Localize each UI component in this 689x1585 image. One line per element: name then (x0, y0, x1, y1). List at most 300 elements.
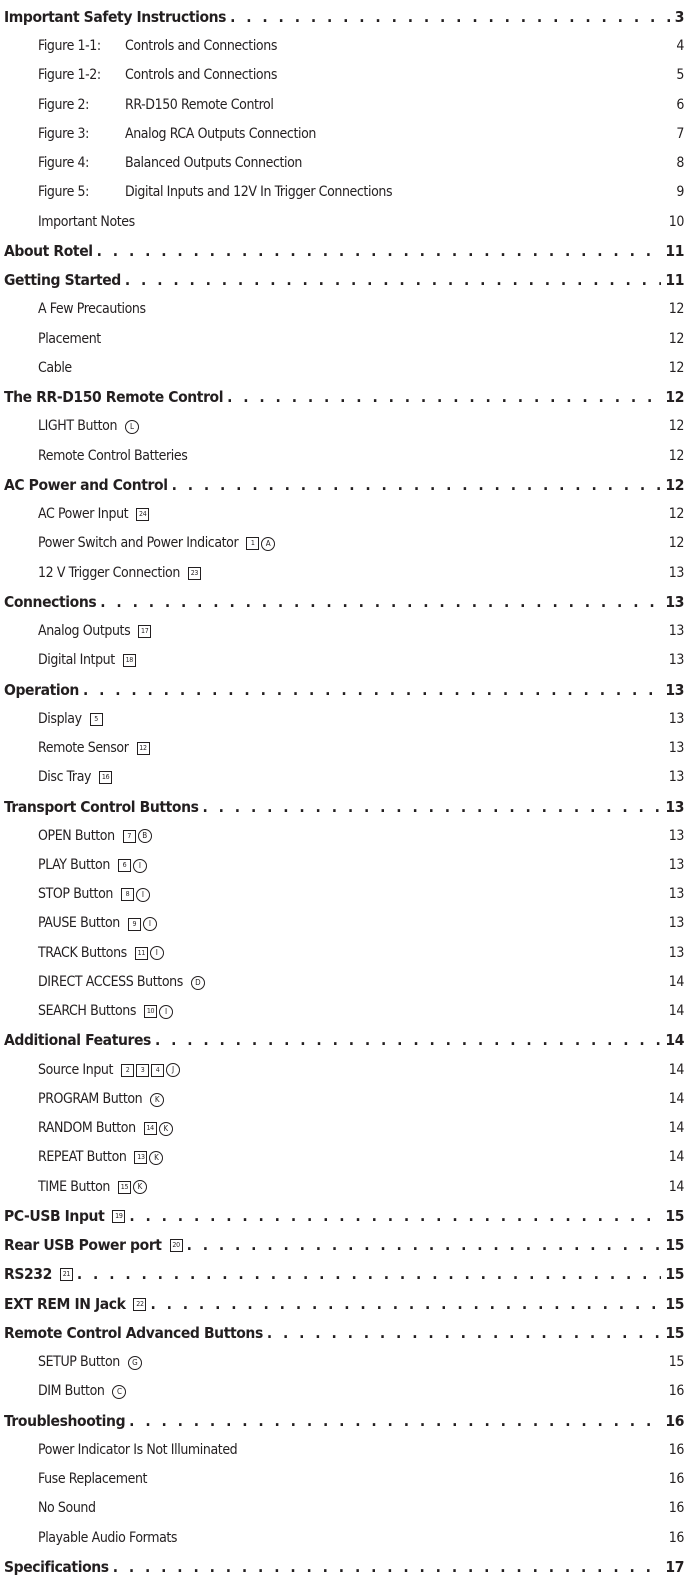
toc-entry-label (0, 1553, 109, 1582)
toc-subsection-entry[interactable] (0, 412, 689, 441)
toc-subsection-entry[interactable] (0, 1348, 689, 1377)
callout-markers (112, 1385, 126, 1399)
toc-subsection-entry[interactable] (0, 1056, 689, 1085)
boxed-number-callout: 23 (188, 567, 201, 580)
toc-section-entry[interactable] (0, 237, 689, 266)
toc-subsection-entry[interactable] (0, 325, 689, 354)
toc-entry-title: Analog Outputs (38, 623, 131, 640)
toc-entry-label (0, 851, 147, 880)
toc-entry-title: Operation (4, 680, 79, 699)
toc-entry-label (0, 471, 168, 500)
dot-leader (83, 676, 661, 705)
toc-entry-title: Power Indicator Is Not Illuminated (38, 1441, 238, 1458)
page-number: 12 (668, 359, 684, 376)
boxed-number-callout: 21 (60, 1268, 73, 1281)
toc-subsection-entry[interactable] (0, 354, 689, 383)
toc-entry-label (0, 32, 277, 61)
toc-section-entry[interactable] (0, 1202, 689, 1231)
circled-letter-callout: C (112, 1385, 126, 1399)
circled-letter-callout: K (149, 1151, 163, 1165)
callout-markers (118, 1180, 147, 1194)
toc-entry-title: Fuse Replacement (38, 1471, 148, 1488)
page-number: 16 (668, 1441, 684, 1458)
toc-entry-label (0, 1173, 147, 1202)
callout-markers (144, 1005, 173, 1019)
boxed-number-callout: 7 (123, 830, 136, 843)
toc-subsection-entry[interactable] (0, 1377, 689, 1406)
toc-entry-label (0, 1494, 96, 1523)
callout-markers (90, 713, 103, 726)
toc-subsection-entry[interactable] (0, 61, 689, 90)
callout-markers (170, 1239, 183, 1252)
dot-leader (129, 1407, 661, 1436)
toc-subsection-entry[interactable] (0, 646, 689, 675)
toc-section-entry[interactable] (0, 1026, 689, 1055)
toc-subsection-entry[interactable] (0, 880, 689, 909)
boxed-number-callout: 15 (118, 1181, 131, 1194)
page-number: 13 (668, 856, 684, 873)
page-number: 12 (665, 388, 684, 407)
page-number: 17 (665, 1557, 684, 1576)
toc-subsection-entry[interactable] (0, 120, 689, 149)
toc-entry-title: LIGHT Button (38, 418, 118, 435)
boxed-number-callout: 18 (123, 654, 136, 667)
toc-entry-title: Troubleshooting (4, 1411, 126, 1430)
toc-subsection-entry[interactable] (0, 295, 689, 324)
toc-entry-title: Digital Intput (38, 652, 115, 669)
boxed-number-callout: 17 (138, 625, 151, 638)
toc-entry-title: PROGRAM Button (38, 1090, 143, 1107)
callout-markers (246, 537, 275, 551)
boxed-number-callout: 22 (133, 1298, 146, 1311)
page-number: 5 (676, 67, 684, 84)
page-number: 13 (668, 652, 684, 669)
boxed-number-callout: 8 (121, 888, 134, 901)
toc-subsection-entry[interactable] (0, 1085, 689, 1114)
toc-entry-title: Placement (38, 330, 101, 347)
boxed-number-callout: 19 (112, 1210, 125, 1223)
toc-section-entry[interactable] (0, 1319, 689, 1348)
callout-markers (99, 771, 112, 784)
toc-entry-label (0, 1056, 180, 1085)
circled-letter-callout: I (150, 946, 164, 960)
toc-entry-label (0, 1202, 125, 1231)
toc-entry-label (0, 325, 101, 354)
callout-markers (150, 1093, 164, 1107)
toc-subsection-entry[interactable] (0, 559, 689, 588)
toc-entry-title: Controls and Connections (125, 67, 277, 84)
callout-markers (128, 1356, 142, 1370)
toc-entry-label (0, 822, 152, 851)
page-number: 13 (668, 740, 684, 757)
toc-subsection-entry[interactable] (0, 500, 689, 529)
figure-number: Figure 1-1: (38, 38, 101, 55)
page-number: 15 (665, 1265, 684, 1284)
toc-entry-label (0, 442, 187, 471)
toc-entry-title: REPEAT Button (38, 1149, 127, 1166)
toc-entry-label (0, 1260, 73, 1289)
page-number: 16 (668, 1500, 684, 1517)
toc-entry-title: 12 V Trigger Connection (38, 564, 180, 581)
toc-entry-title: PAUSE Button (38, 915, 120, 932)
toc-subsection-entry[interactable] (0, 705, 689, 734)
toc-entry-label (0, 1348, 142, 1377)
toc-entry-title: SEARCH Buttons (38, 1003, 137, 1020)
toc-entry-title: RANDOM Button (38, 1120, 136, 1137)
callout-markers (133, 1298, 146, 1311)
figure-number: Figure 3: (38, 125, 89, 142)
toc-subsection-entry[interactable] (0, 851, 689, 880)
figure-number: Figure 1-2: (38, 67, 101, 84)
page-number: 14 (668, 1120, 684, 1137)
circled-letter-callout: K (133, 1180, 147, 1194)
toc-section-entry[interactable] (0, 1290, 689, 1319)
page-number: 15 (665, 1294, 684, 1313)
callout-markers (121, 1063, 180, 1077)
boxed-number-callout: 20 (170, 1239, 183, 1252)
toc-entry-label (0, 354, 72, 383)
toc-subsection-entry[interactable] (0, 909, 689, 938)
toc-entry-title: Specifications (4, 1557, 109, 1576)
toc-entry-label (0, 383, 223, 412)
toc-entry-title: PLAY Button (38, 856, 110, 873)
toc-entry-title: RS232 (4, 1265, 52, 1284)
toc-entry-title: STOP Button (38, 886, 113, 903)
dot-leader (97, 237, 662, 266)
toc-entry-label (0, 705, 103, 734)
boxed-number-callout: 6 (118, 859, 131, 872)
toc-entry-label (0, 997, 173, 1026)
toc-subsection-entry[interactable] (0, 149, 689, 178)
callout-markers (118, 859, 147, 873)
toc-entry-title: Remote Control Batteries (38, 447, 188, 464)
toc-entry-label (0, 793, 199, 822)
toc-entry-label (0, 559, 201, 588)
boxed-number-callout: 3 (136, 1064, 149, 1077)
toc-entry-label (0, 646, 136, 675)
toc-entry-label (0, 909, 157, 938)
toc-entry-label (0, 61, 277, 90)
page-number: 7 (676, 125, 684, 142)
page-number: 13 (668, 564, 684, 581)
page-number: 8 (676, 155, 684, 172)
toc-subsection-entry[interactable] (0, 208, 689, 237)
toc-subsection-entry[interactable] (0, 91, 689, 120)
toc-entry-title: Analog RCA Outputs Connection (125, 125, 316, 142)
toc-entry-title: Remote Control Advanced Buttons (4, 1323, 263, 1342)
toc-entry-title: About Rotel (4, 241, 93, 260)
boxed-number-callout: 9 (128, 918, 141, 931)
toc-section-entry[interactable] (0, 1231, 689, 1260)
boxed-number-callout: 14 (144, 1122, 157, 1135)
dot-leader (77, 1260, 661, 1289)
circled-letter-callout: B (138, 829, 152, 843)
toc-subsection-entry[interactable] (0, 1114, 689, 1143)
toc-entry-label (0, 1407, 125, 1436)
page-number: 10 (668, 213, 684, 230)
page-number: 14 (668, 1061, 684, 1078)
toc-entry-label (0, 500, 149, 529)
boxed-number-callout: 13 (134, 1151, 147, 1164)
page-number: 14 (668, 1090, 684, 1107)
toc-section-entry[interactable] (0, 266, 689, 295)
page-number: 12 (665, 475, 684, 494)
page-number: 13 (668, 915, 684, 932)
circled-letter-callout: I (136, 888, 150, 902)
figure-number: Figure 5: (38, 184, 89, 201)
toc-entry-label (0, 1290, 146, 1319)
page-number: 13 (668, 623, 684, 640)
dot-leader (187, 1231, 662, 1260)
toc-entry-title: Transport Control Buttons (4, 797, 199, 816)
toc-entry-label (0, 880, 150, 909)
toc-entry-label (0, 120, 316, 149)
circled-letter-callout: J (166, 1063, 180, 1077)
toc-entry-title: SETUP Button (38, 1354, 120, 1371)
toc-entry-label (0, 968, 205, 997)
callout-markers (60, 1268, 73, 1281)
page-number: 12 (668, 506, 684, 523)
toc-entry-label (0, 1085, 164, 1114)
toc-entry-label (0, 266, 121, 295)
circled-letter-callout: I (143, 917, 157, 931)
page-number: 11 (665, 241, 684, 260)
callout-markers (134, 1151, 163, 1165)
page-number: 14 (668, 1003, 684, 1020)
boxed-number-callout: 12 (137, 742, 150, 755)
toc-subsection-entry[interactable] (0, 32, 689, 61)
toc-entry-title: Getting Started (4, 271, 121, 290)
toc-entry-title: AC Power Input (38, 506, 129, 523)
toc-entry-title: AC Power and Control (4, 475, 168, 494)
toc-entry-label (0, 178, 392, 207)
toc-entry-label (0, 91, 273, 120)
toc-entry-label (0, 676, 79, 705)
circled-letter-callout: A (261, 537, 275, 551)
callout-markers (135, 946, 164, 960)
callout-markers (123, 829, 152, 843)
toc-entry-title: Source Input (38, 1061, 114, 1078)
boxed-number-callout: 5 (90, 713, 103, 726)
toc-entry-title: EXT REM IN Jack (4, 1294, 126, 1313)
toc-entry-label (0, 1319, 263, 1348)
toc-section-entry[interactable] (0, 588, 689, 617)
toc-section-entry[interactable] (0, 676, 689, 705)
toc-entry-title: RR-D150 Remote Control (125, 96, 274, 113)
toc-entry-label (0, 763, 112, 792)
toc-subsection-entry[interactable] (0, 442, 689, 471)
toc-entry-title: Remote Sensor (38, 740, 129, 757)
dot-leader (203, 793, 662, 822)
circled-letter-callout: K (150, 1093, 164, 1107)
page-number: 14 (668, 1178, 684, 1195)
toc-subsection-entry[interactable] (0, 1436, 689, 1465)
page-number: 14 (668, 1149, 684, 1166)
boxed-number-callout: 10 (144, 1005, 157, 1018)
toc-entry-title: The RR-D150 Remote Control (4, 388, 224, 407)
callout-markers (128, 917, 157, 931)
toc-entry-title: Display (38, 710, 82, 727)
page-number: 13 (665, 680, 684, 699)
toc-subsection-entry[interactable] (0, 763, 689, 792)
toc-entry-title: PC-USB Input (4, 1206, 105, 1225)
callout-markers (188, 567, 201, 580)
toc-subsection-entry[interactable] (0, 822, 689, 851)
page-number: 12 (668, 330, 684, 347)
dot-leader (227, 383, 661, 412)
callout-markers (123, 654, 136, 667)
circled-letter-callout: L (125, 420, 139, 434)
toc-entry-label (0, 208, 135, 237)
toc-entry-title: Connections (4, 592, 97, 611)
page-number: 15 (668, 1354, 684, 1371)
toc-subsection-entry[interactable] (0, 1143, 689, 1172)
toc-section-entry[interactable] (0, 471, 689, 500)
toc-entry-title: Additional Features (4, 1031, 151, 1050)
toc-section-entry[interactable] (0, 793, 689, 822)
dot-leader (172, 471, 662, 500)
toc-subsection-entry[interactable] (0, 939, 689, 968)
toc-subsection-entry[interactable] (0, 1524, 689, 1553)
page-number: 16 (665, 1411, 684, 1430)
toc-section-entry[interactable] (0, 3, 689, 32)
figure-number: Figure 2: (38, 96, 89, 113)
toc-entry-title: TRACK Buttons (38, 944, 127, 961)
toc-entry-title: Cable (38, 359, 72, 376)
callout-markers (112, 1210, 125, 1223)
boxed-number-callout: 16 (99, 771, 112, 784)
toc-entry-title: Important Notes (38, 213, 135, 230)
circled-letter-callout: I (133, 859, 147, 873)
callout-markers (137, 742, 150, 755)
toc-subsection-entry[interactable] (0, 1465, 689, 1494)
toc-entry-title: DIM Button (38, 1383, 105, 1400)
page-number: 13 (668, 769, 684, 786)
toc-entry-label (0, 237, 93, 266)
toc-entry-title: Power Switch and Power Indicator (38, 535, 239, 552)
page-number: 15 (665, 1323, 684, 1342)
toc-entry-label (0, 588, 96, 617)
toc-subsection-entry[interactable] (0, 617, 689, 646)
toc-entry-label (0, 1143, 163, 1172)
page-number: 6 (676, 96, 684, 113)
callout-markers (136, 508, 149, 521)
toc-entry-title: Playable Audio Formats (38, 1529, 178, 1546)
page-number: 13 (668, 886, 684, 903)
callout-markers (125, 420, 139, 434)
page-number: 9 (676, 184, 684, 201)
toc-entry-title: A Few Precautions (38, 301, 146, 318)
boxed-number-callout: 11 (135, 947, 148, 960)
toc-subsection-entry[interactable] (0, 1494, 689, 1523)
toc-entry-label (0, 1231, 183, 1260)
dot-leader (150, 1290, 661, 1319)
page-number: 13 (665, 592, 684, 611)
page-number: 14 (665, 1031, 684, 1050)
boxed-number-callout: 1 (246, 537, 259, 550)
toc-entry-label (0, 1114, 173, 1143)
toc-subsection-entry[interactable] (0, 997, 689, 1026)
dot-leader (155, 1026, 661, 1055)
circled-letter-callout: K (159, 1122, 173, 1136)
page-number: 16 (668, 1383, 684, 1400)
toc-entry-title: Controls and Connections (125, 38, 277, 55)
boxed-number-callout: 4 (151, 1064, 164, 1077)
toc-section-entry[interactable] (0, 1260, 689, 1289)
toc-entry-title: Disc Tray (38, 769, 92, 786)
dot-leader (113, 1553, 662, 1582)
circled-letter-callout: D (191, 976, 205, 990)
page-number: 3 (674, 8, 684, 26)
toc-entry-label (0, 529, 275, 558)
toc-entry-label (0, 295, 146, 324)
page-number: 15 (665, 1206, 684, 1225)
toc-subsection-entry[interactable] (0, 178, 689, 207)
toc-entry-label (0, 1026, 151, 1055)
callout-markers (144, 1122, 173, 1136)
boxed-number-callout: 24 (136, 508, 149, 521)
page-number: 13 (668, 710, 684, 727)
circled-letter-callout: G (128, 1356, 142, 1370)
toc-entry-label (0, 412, 139, 441)
toc-section-entry[interactable] (0, 1407, 689, 1436)
page-number: 13 (668, 944, 684, 961)
page-number: 16 (668, 1471, 684, 1488)
toc-section-entry[interactable] (0, 383, 689, 412)
toc-entry-label (0, 149, 302, 178)
toc-subsection-entry[interactable] (0, 529, 689, 558)
dot-leader (267, 1319, 662, 1348)
toc-entry-title: No Sound (38, 1500, 96, 1517)
page-number: 14 (668, 973, 684, 990)
dot-leader (125, 266, 662, 295)
toc-entry-label (0, 617, 151, 646)
toc-entry-label (0, 3, 226, 32)
dot-leader (230, 3, 671, 32)
page-number: 12 (668, 447, 684, 464)
toc-entry-label (0, 939, 164, 968)
boxed-number-callout: 2 (121, 1064, 134, 1077)
toc-subsection-entry[interactable] (0, 1173, 689, 1202)
page-number: 15 (665, 1236, 684, 1255)
page-number: 16 (668, 1529, 684, 1546)
figure-number: Figure 4: (38, 155, 89, 172)
callout-markers (121, 888, 150, 902)
toc-entry-title: DIRECT ACCESS Buttons (38, 973, 183, 990)
toc-subsection-entry[interactable] (0, 734, 689, 763)
toc-entry-title: OPEN Button (38, 827, 115, 844)
page-number: 12 (668, 535, 684, 552)
toc-entry-title: Rear USB Power port (4, 1236, 162, 1255)
toc-entry-label (0, 734, 150, 763)
page-number: 12 (668, 301, 684, 318)
toc-entry-title: Balanced Outputs Connection (125, 155, 303, 172)
page-number: 13 (668, 827, 684, 844)
circled-letter-callout: I (159, 1005, 173, 1019)
page-number: 11 (665, 271, 684, 290)
toc-entry-label (0, 1377, 126, 1406)
toc-entry-title: TIME Button (38, 1178, 111, 1195)
toc-entry-label (0, 1524, 177, 1553)
toc-subsection-entry[interactable] (0, 968, 689, 997)
toc-entry-label (0, 1436, 237, 1465)
page-number: 4 (676, 38, 684, 55)
toc-section-entry[interactable] (0, 1553, 689, 1582)
toc-entry-title: Important Safety Instructions (4, 8, 227, 26)
toc-entry-title: Digital Inputs and 12V In Trigger Connections (125, 184, 393, 201)
dot-leader (100, 588, 661, 617)
callout-markers (138, 625, 151, 638)
